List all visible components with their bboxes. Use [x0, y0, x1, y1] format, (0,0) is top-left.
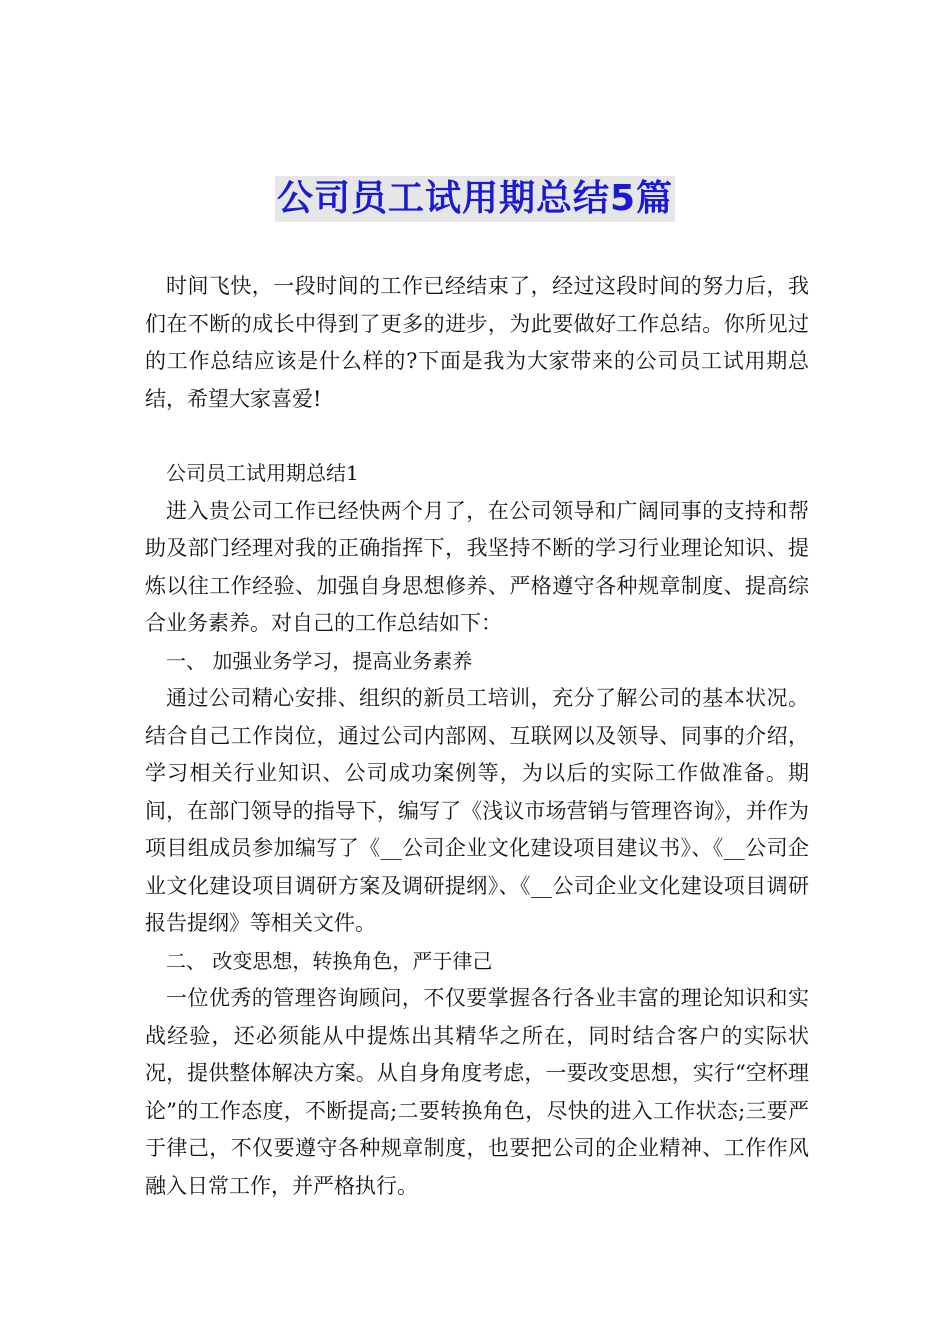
spacer — [145, 418, 809, 455]
body-paragraph-1: 进入贵公司工作已经快两个月了，在公司领导和广阔同事的支持和帮助及部门经理对我的正确指挥下，我坚持不断的学习行业理论知识、提炼以往工作经验、加强自身思想修养、严格遵守各种规章制度、提高综合业务素养。对自己的工作总结如下： — [145, 498, 809, 635]
body-paragraph-3: 一位优秀的管理咨询顾问，不仅要掌握各行各业丰富的理论知识和实战经验，还必须能从中提炼出其精华之所在，同时结合客户的实际状况，提供整体解决方案。从自身角度考虑，一要改变思想，实行“空杯理论”的工作态度，不断提高;二要转换角色，尽快的进入工作状态;三要严于律己，不仅要遵守各种规章制度，也要把公司的企业精神、工作作风融入日常工作，并严格执行。 — [145, 986, 809, 1198]
section-title: 公司员工试用期总结1 — [166, 461, 359, 485]
intro-paragraph: 时间飞快，一段时间的工作已经结束了，经过这段时间的努力后，我们在不断的成长中得到了更多的进步，为此要做好工作总结。你所见过的工作总结应该是什么样的?下面是我为大家带来的公司员工试用期总结，希望大家喜爱! — [145, 274, 809, 411]
title-wrap — [0, 176, 950, 222]
subheading-1: 一、 加强业务学习，提高业务素养 — [166, 648, 473, 673]
subheading-2: 二、 改变思想，转换角色，严于律己 — [166, 948, 493, 973]
body-paragraph-2: 通过公司精心安排、组织的新员工培训，充分了解公司的基本状况。结合自己工作岗位，通过公司内部网、互联网以及领导、同事的介绍，学习相关行业知识、公司成功案例等，为以后的实际工作做准备。期间，在部门领导的指导下，编写了《浅议市场营销与管理咨询》，并作为项目组成员参加编写了《__公司企业文化建设项目建议书》、《__公司企业文化建设项目调研方案及调研提纲》、《__公司企业文化建设项目调研报告提纲》等相关文件。 — [145, 686, 809, 935]
document-body — [145, 268, 809, 1205]
document-title: 公司员工试用期总结5篇 — [275, 176, 675, 222]
